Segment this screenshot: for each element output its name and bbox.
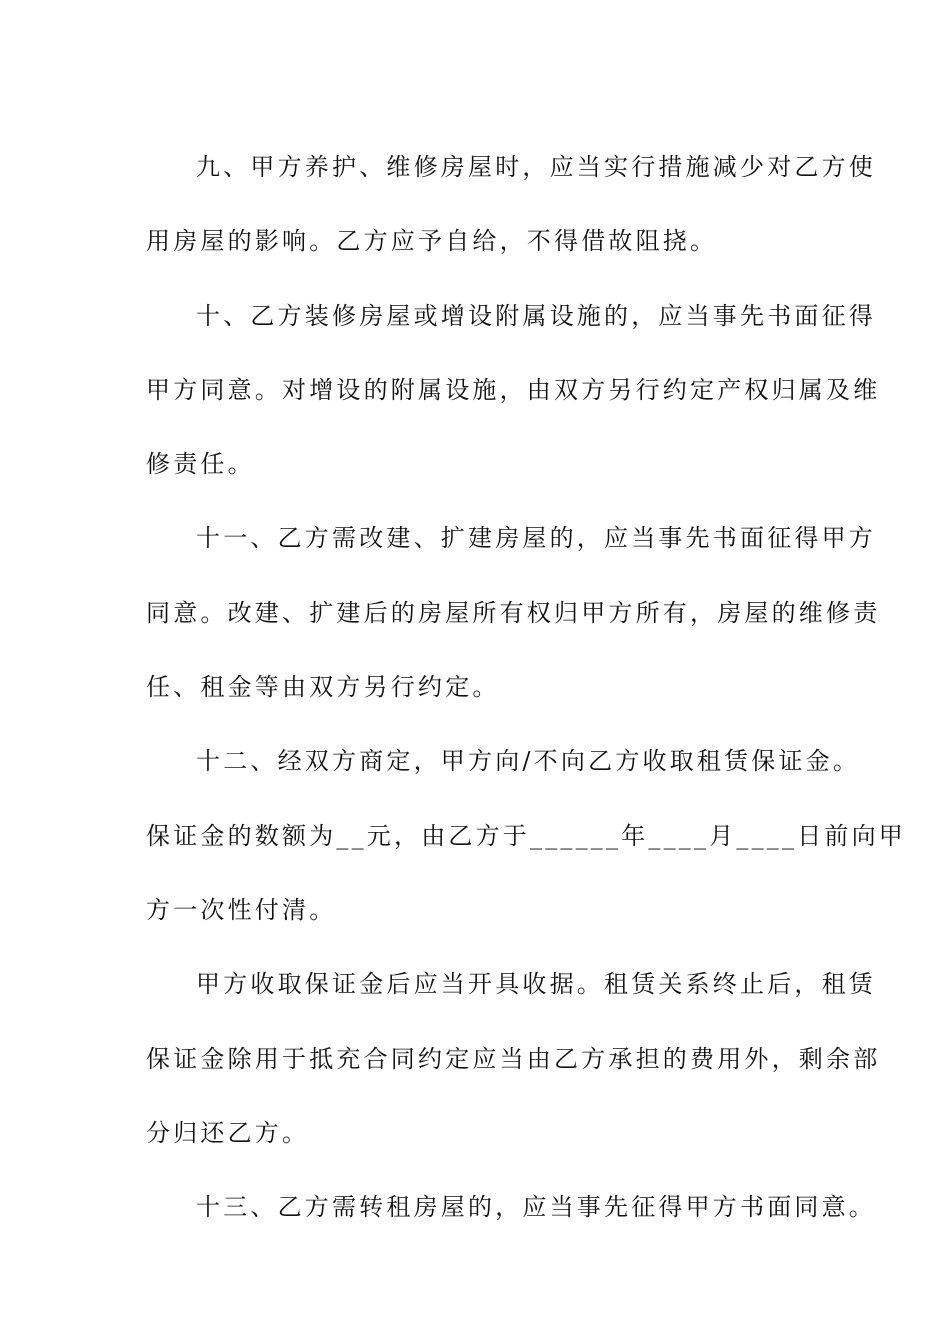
deposit-line-1: 甲方收取保证金后应当开具收据。租赁关系终止后，租赁 — [196, 970, 876, 999]
clause-9-line-2: 用房屋的影响。乙方应予自给，不得借故阻挠。 — [146, 227, 718, 256]
clause-13 — [146, 1170, 876, 1244]
clause-13-line-1: 十三、乙方需转租房屋的，应当事先征得甲方书面同意。 — [196, 1193, 876, 1222]
clause-12-line-1: 十二、经双方商定，甲方向/不向乙方收取租赁保证金。 — [196, 747, 861, 776]
deposit-line-2: 保证金除用于抵充合同约定应当由乙方承担的费用外，剩余部 — [146, 1044, 881, 1073]
deposit-line-3: 分归还乙方。 — [146, 1118, 310, 1147]
clause-11 — [146, 501, 881, 724]
document-body — [146, 130, 906, 1244]
clause-12-line-2: 保证金的数额为__元，由乙方于______年____月____日前向甲 — [146, 821, 906, 850]
clause-10-line-2: 甲方同意。对增设的附属设施，由双方另行约定产权归属及维 — [146, 375, 881, 404]
clause-12 — [146, 724, 906, 947]
clause-11-line-3: 任、租金等由双方另行约定。 — [146, 673, 500, 702]
clause-9 — [146, 130, 876, 279]
deposit-paragraph — [146, 947, 881, 1170]
clause-11-line-2: 同意。改建、扩建后的房屋所有权归甲方所有，房屋的维修责 — [146, 598, 881, 627]
clause-12-line-3: 方一次性付清。 — [146, 895, 337, 924]
clause-9-line-1: 九、甲方养护、维修房屋时，应当实行措施减少对乙方使 — [196, 153, 876, 181]
clause-10-line-3: 修责任。 — [146, 450, 255, 479]
clause-11-line-1: 十一、乙方需改建、扩建房屋的，应当事先书面征得甲方 — [196, 524, 876, 553]
clause-10-line-1: 十、乙方装修房屋或增设附属设施的，应当事先书面征得 — [196, 301, 876, 330]
clause-10 — [146, 279, 881, 502]
